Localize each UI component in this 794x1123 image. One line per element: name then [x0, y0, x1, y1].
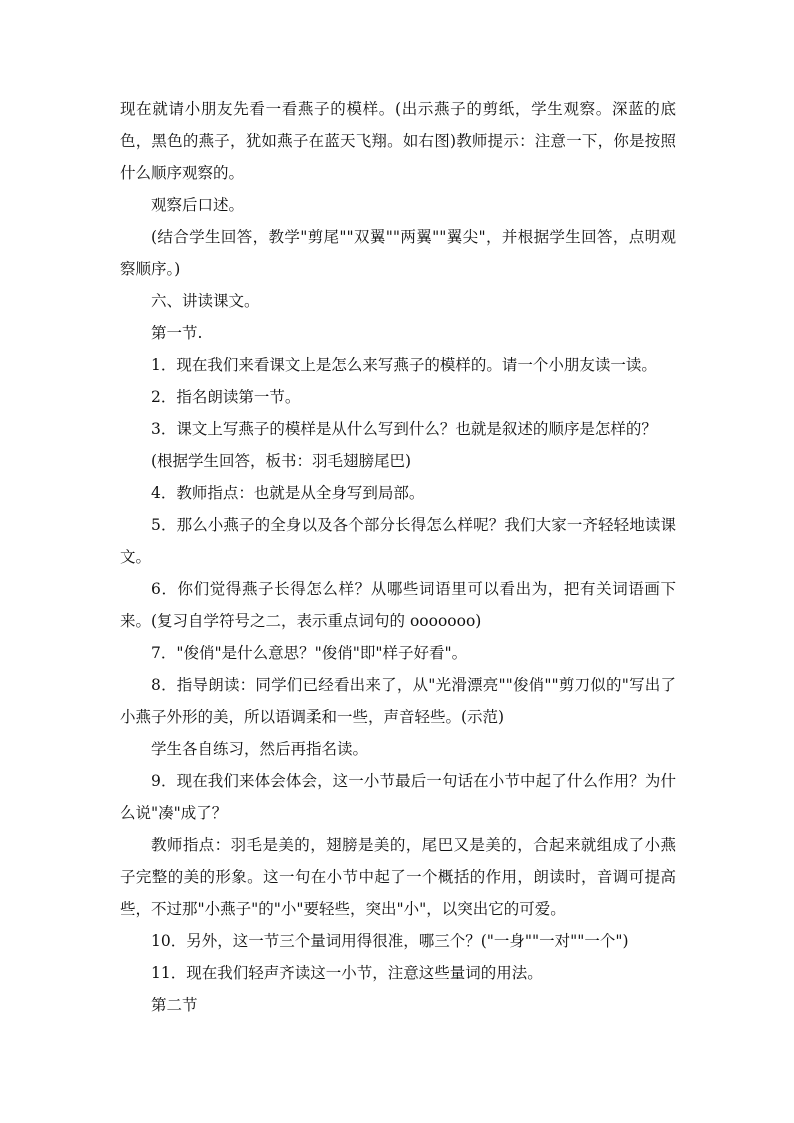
subsection-heading: 第二节: [151, 996, 198, 1014]
paragraph: 学生各自练习，然后再指名读。: [151, 740, 369, 758]
list-item: 3．课文上写燕子的模样是从什么写到什么？也就是叙述的顺序是怎样的？: [151, 420, 657, 438]
list-item: 1．现在我们来看课文上是怎么来写燕子的模样的。请一个小朋友读一读。: [151, 356, 657, 374]
list-item: 11．现在我们轻声齐读这一小节，注意这些量词的用法。: [151, 964, 543, 982]
list-item: 10．另外，这一节三个量词用得很准，哪三个？("一身""一对""一个"): [151, 932, 629, 950]
paragraph: (根据学生回答，板书：羽毛翅膀尾巴): [151, 452, 412, 470]
document-body: [120, 93, 676, 1021]
list-item: 4．教师指点：也就是从全身写到局部。: [151, 484, 425, 502]
list-item: 9．现在我们来体会体会，这一小节最后一句话在小节中起了什么作用？为什么说"凑"成了？: [120, 772, 676, 822]
paragraph: (结合学生回答，教学"剪尾""双翼""两翼""翼尖"，并根据学生回答，点明观察顺序。): [120, 228, 676, 278]
paragraph: 观察后口述。: [151, 196, 245, 214]
paragraph: 现在就请小朋友先看一看燕子的模样。(出示燕子的剪纸，学生观察。深蓝的底色，黑色的燕子，犹如燕子在蓝天飞翔。如右图)教师提示：注意一下，你是按照什么顺序观察的。: [120, 100, 676, 182]
paragraph: 教师指点：羽毛是美的，翅膀是美的，尾巴又是美的，合起来就组成了小燕子完整的美的形象。这一句在小节中起了一个概括的作用，朗读时，音调可提高些，不过那"小燕子"的"小"要轻些，突出"小"，以突出它的可爱。: [120, 836, 676, 918]
subsection-heading: 第一节.: [151, 324, 203, 342]
list-item: 8．指导朗读：同学们已经看出来了，从"光滑漂亮""俊俏""剪刀似的"写出了小燕子外形的美，所以语调柔和一些，声音轻些。(示范): [120, 676, 676, 726]
list-item: 5．那么小燕子的全身以及各个部分长得怎么样呢？我们大家一齐轻轻地读课文。: [120, 516, 676, 566]
section-heading: 六、讲读课文。: [151, 292, 260, 310]
list-item: 6．你们觉得燕子长得怎么样？从哪些词语里可以看出为，把有关词语画下来。(复习自学符号之二，表示重点词句的 ooooooo): [120, 580, 676, 630]
list-item: 2．指名朗读第一节。: [151, 388, 301, 406]
list-item: 7．"俊俏"是什么意思？"俊俏"即"样子好看"。: [151, 644, 468, 662]
